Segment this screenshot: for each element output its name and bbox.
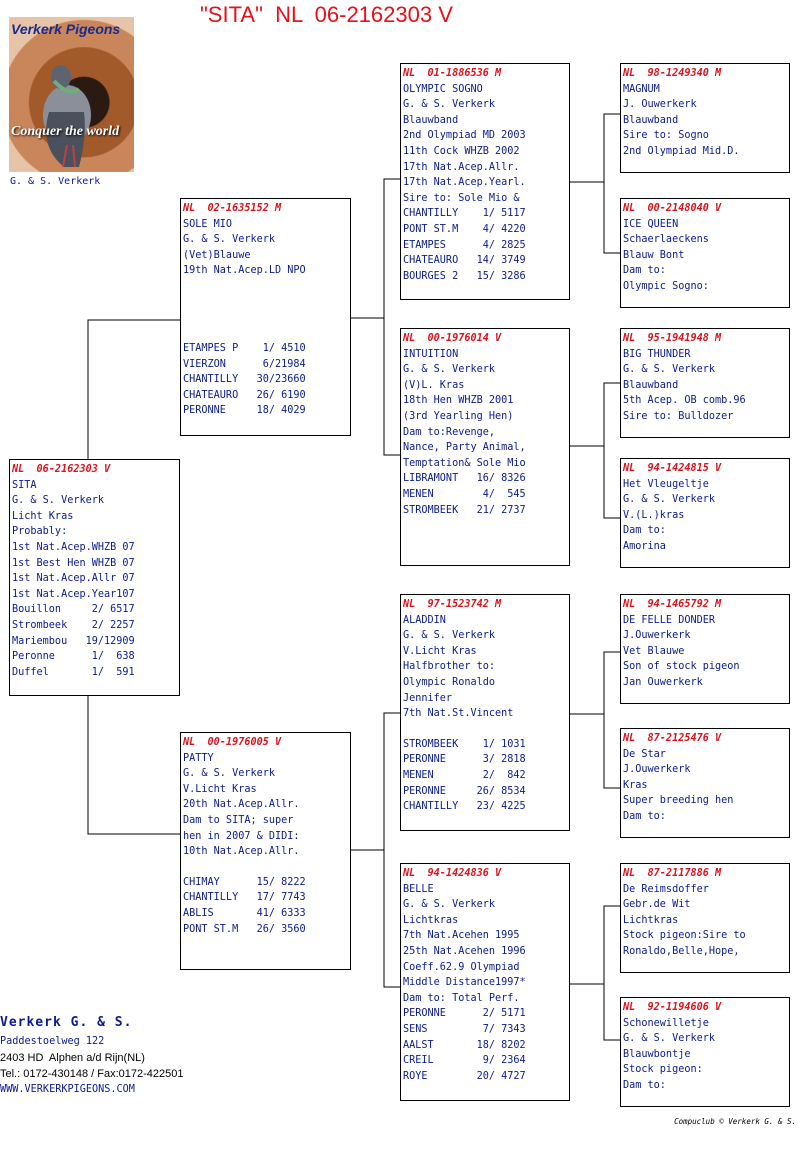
pedigree-line: Sire to: Sole Mio & bbox=[403, 192, 520, 204]
pedigree-line: ICE QUEEN bbox=[623, 218, 679, 230]
website-link[interactable]: WWW.VERKERKPIGEONS.COM bbox=[0, 1084, 135, 1095]
pedigree-line: INTUITION bbox=[403, 348, 459, 360]
pedigree-box-de-reimsdoffer bbox=[620, 863, 790, 973]
pedigree-line: SITA bbox=[12, 479, 37, 491]
pedigree-line: Amorina bbox=[623, 540, 666, 552]
pedigree-line: Dam to SITA; super bbox=[183, 814, 294, 826]
pedigree-line: G. & S. Verkerk bbox=[623, 364, 716, 376]
race-result: CHANTILLY 23/ 4225 bbox=[403, 801, 526, 813]
pedigree-box-patty bbox=[180, 732, 351, 970]
pedigree-box-magnum bbox=[620, 63, 790, 173]
pedigree-box-sole-mio bbox=[180, 198, 351, 436]
pedigree-box-olympic-sogno bbox=[400, 63, 570, 300]
race-result: CHATEAURO 26/ 6190 bbox=[183, 389, 306, 401]
pedigree-line: Son of stock pigeon bbox=[623, 661, 740, 673]
pedigree-box-aladdin bbox=[400, 594, 570, 831]
pedigree-line: ALADDIN bbox=[403, 614, 446, 626]
pedigree-line: Kras bbox=[623, 779, 648, 791]
pedigree-line: Middle Distance1997* bbox=[403, 977, 526, 989]
pedigree-line: G. & S. Verkerk bbox=[403, 364, 496, 376]
pedigree-line: CREIL 9/ 2364 bbox=[403, 1055, 526, 1067]
race-result: CHANTILLY 17/ 7743 bbox=[183, 892, 306, 904]
race-result: CHIMAY 15/ 8222 bbox=[183, 876, 306, 888]
pedigree-box-de-felle-donder bbox=[620, 594, 790, 704]
ring-number: NL 97-1523742 M bbox=[403, 599, 502, 610]
footer-credit: Compuclub © Verkerk G. & S. bbox=[674, 1117, 796, 1126]
pedigree-line: OLYMPIC SOGNO bbox=[403, 83, 483, 95]
pedigree-line: AALST 18/ 8202 bbox=[403, 1039, 526, 1051]
pedigree-line: J.Ouwerkerk bbox=[623, 630, 691, 642]
race-result: PERONNE 3/ 2818 bbox=[403, 754, 526, 766]
pedigree-line: MENEN 4/ 545 bbox=[403, 488, 526, 500]
spacer bbox=[183, 279, 350, 341]
race-result: PERONNE 18/ 4029 bbox=[183, 405, 306, 417]
race-result: ETAMPES P 1/ 4510 bbox=[183, 342, 306, 354]
pedigree-line: PONT ST.M 4/ 4220 bbox=[403, 223, 526, 235]
pedigree-line: Stock pigeon:Sire to bbox=[623, 930, 746, 942]
ring-number: NL 92-1194606 V bbox=[623, 1002, 722, 1013]
pedigree-line: LIBRAMONT 16/ 8326 bbox=[403, 473, 526, 485]
breeder-name: Verkerk G. & S. bbox=[0, 1015, 133, 1030]
spacer bbox=[403, 722, 569, 737]
pedigree-line: G. & S. Verkerk bbox=[403, 630, 496, 642]
pedigree-line: 1st Nat.Acep.Allr 07 bbox=[12, 573, 135, 585]
pedigree-line: 10th Nat.Acep.Allr. bbox=[183, 846, 300, 858]
logo-caption: G. & S. Verkerk bbox=[10, 176, 101, 187]
pedigree-line: STROMBEEK 21/ 2737 bbox=[403, 504, 526, 516]
race-result: STROMBEEK 1/ 1031 bbox=[403, 738, 526, 750]
pedigree-line: (Vet)Blauwe bbox=[183, 249, 251, 261]
pedigree-line: SENS 7/ 7343 bbox=[403, 1023, 526, 1035]
pedigree-line: 5th Acep. OB comb.96 bbox=[623, 395, 746, 407]
pedigree-line: Jennifer bbox=[403, 692, 453, 704]
pedigree-line: De Star bbox=[623, 748, 666, 760]
pedigree-line: 7th Nat.St.Vincent bbox=[403, 708, 514, 720]
pedigree-line: Lichtkras bbox=[623, 914, 679, 926]
pedigree-line: Gebr.de Wit bbox=[623, 899, 691, 911]
pedigree-line: Dam to: bbox=[623, 265, 666, 277]
logo-slogan: Conquer the world bbox=[11, 124, 120, 139]
ring-number: NL 00-1976014 V bbox=[403, 333, 502, 344]
pedigree-line: Sire to: Sogno bbox=[623, 130, 709, 142]
pedigree-line: Super breeding hen bbox=[623, 795, 734, 807]
pedigree-line: (V)L. Kras bbox=[403, 379, 465, 391]
pedigree-line: BOURGES 2 15/ 3286 bbox=[403, 270, 526, 282]
pedigree-box-ice-queen bbox=[620, 198, 790, 308]
logo-top-text: Verkerk Pigeons bbox=[11, 21, 121, 37]
address-phone: Tel.: 0172-430148 / Fax:0172-422501 bbox=[0, 1068, 184, 1080]
pedigree-line: Sire to: Bulldozer bbox=[623, 410, 734, 422]
pedigree-line: Olympic Sogno: bbox=[623, 280, 709, 292]
ring-number: NL 87-2125476 V bbox=[623, 733, 722, 744]
pedigree-line: 20th Nat.Acep.Allr. bbox=[183, 799, 300, 811]
pedigree-line: DE FELLE DONDER bbox=[623, 614, 716, 626]
pedigree-box-big-thunder bbox=[620, 328, 790, 438]
ring-number: NL 87-2117886 M bbox=[623, 868, 722, 879]
pedigree-line: 2nd Olympiad Mid.D. bbox=[623, 145, 740, 157]
pedigree-line: 18th Hen WHZB 2001 bbox=[403, 395, 514, 407]
pedigree-line: Dam to: bbox=[623, 810, 666, 822]
pedigree-line: ETAMPES 4/ 2825 bbox=[403, 239, 526, 251]
pedigree-line: G. & S. Verkerk bbox=[183, 234, 276, 246]
pedigree-box-belle bbox=[400, 863, 570, 1101]
pedigree-line: 1st Nat.Acep.WHZB 07 bbox=[12, 541, 135, 553]
pedigree-line: 11th Cock WHZB 2002 bbox=[403, 145, 520, 157]
pedigree-line: Licht Kras bbox=[12, 510, 74, 522]
ring-number: NL 00-1976005 V bbox=[183, 737, 282, 748]
pedigree-line: J. Ouwerkerk bbox=[623, 99, 697, 111]
ring-number: NL 94-1424836 V bbox=[403, 868, 502, 879]
pedigree-box-schonewilletje bbox=[620, 997, 790, 1107]
pedigree-line: V.Licht Kras bbox=[183, 783, 257, 795]
pedigree-line: J.Ouwerkerk bbox=[623, 764, 691, 776]
race-result: PONT ST.M 26/ 3560 bbox=[183, 923, 306, 935]
breeder-address bbox=[0, 1015, 183, 1098]
pedigree-line: Het Vleugeltje bbox=[623, 478, 709, 490]
pedigree-line: Stock pigeon: bbox=[623, 1064, 703, 1076]
ring-number: NL 98-1249340 M bbox=[623, 68, 722, 79]
pedigree-line: Dam to: bbox=[623, 1079, 666, 1091]
pedigree-line: G. & S. Verkerk bbox=[623, 494, 716, 506]
pedigree-line: Probably: bbox=[12, 526, 68, 538]
address-city: 2403 HD Alphen a/d Rijn(NL) bbox=[0, 1052, 145, 1064]
pedigree-line: Strombeek 2/ 2257 bbox=[12, 619, 135, 631]
pedigree-line: Dam to:Revenge, bbox=[403, 426, 496, 438]
pedigree-line: G. & S. Verkerk bbox=[623, 1033, 716, 1045]
pedigree-line: Blauwbontje bbox=[623, 1048, 691, 1060]
pedigree-line: Temptation& Sole Mio bbox=[403, 457, 526, 469]
pedigree-line: CHANTILLY 1/ 5117 bbox=[403, 208, 526, 220]
pedigree-line: Duffel 1/ 591 bbox=[12, 666, 135, 678]
pedigree-line: 17th Nat.Acep.Allr. bbox=[403, 161, 520, 173]
address-street: Paddestoelweg 122 bbox=[0, 1036, 105, 1047]
pedigree-line: PATTY bbox=[183, 752, 214, 764]
ring-number: NL 95-1941948 M bbox=[623, 333, 722, 344]
pedigree-line: Mariembou 19/12909 bbox=[12, 635, 135, 647]
pedigree-line: Olympic Ronaldo bbox=[403, 676, 496, 688]
pedigree-line: Blauwband bbox=[403, 114, 459, 126]
pedigree-line: G. & S. Verkerk bbox=[183, 768, 276, 780]
race-result: MENEN 2/ 842 bbox=[403, 769, 526, 781]
ring-number: NL 02-1635152 M bbox=[183, 203, 282, 214]
pedigree-line: Vet Blauwe bbox=[623, 645, 685, 657]
pedigree-line: 17th Nat.Acep.Yearl. bbox=[403, 177, 526, 189]
pedigree-box-het-vleugeltje bbox=[620, 458, 790, 568]
ring-number: NL 01-1886536 M bbox=[403, 68, 502, 79]
pedigree-line: Schonewilletje bbox=[623, 1017, 709, 1029]
ring-number: NL 94-1465792 M bbox=[623, 599, 722, 610]
pedigree-line: Dam to: bbox=[623, 525, 666, 537]
pedigree-line: hen in 2007 & DIDI: bbox=[183, 830, 300, 842]
pedigree-line: G. & S. Verkerk bbox=[403, 99, 496, 111]
pedigree-line: BELLE bbox=[403, 883, 434, 895]
pedigree-line: 7th Nat.Acehen 1995 bbox=[403, 930, 520, 942]
pedigree-line: Ronaldo,Belle,Hope, bbox=[623, 945, 740, 957]
pedigree-line: V.(L.)kras bbox=[623, 509, 685, 521]
race-result: CHANTILLY 30/23660 bbox=[183, 374, 306, 386]
pedigree-line: Peronne 1/ 638 bbox=[12, 651, 135, 663]
pedigree-line: 25th Nat.Acehen 1996 bbox=[403, 945, 526, 957]
pedigree-line: Dam to: Total Perf. bbox=[403, 992, 520, 1004]
pedigree-line: Bouillon 2/ 6517 bbox=[12, 604, 135, 616]
pedigree-line: G. & S. Verkerk bbox=[403, 899, 496, 911]
pedigree-line: Schaerlaeckens bbox=[623, 234, 709, 246]
pedigree-line: PERONNE 2/ 5171 bbox=[403, 1008, 526, 1020]
pedigree-line: (3rd Yearling Hen) bbox=[403, 410, 514, 422]
ring-number: NL 06-2162303 V bbox=[12, 464, 111, 475]
pedigree-line: MAGNUM bbox=[623, 83, 660, 95]
race-result: ABLIS 41/ 6333 bbox=[183, 907, 306, 919]
pedigree-line: 19th Nat.Acep.LD NPO bbox=[183, 265, 306, 277]
ring-number: NL 00-2148040 V bbox=[623, 203, 722, 214]
pedigree-line: 2nd Olympiad MD 2003 bbox=[403, 130, 526, 142]
pedigree-line: Lichtkras bbox=[403, 914, 459, 926]
pedigree-box-de-star bbox=[620, 728, 790, 838]
pedigree-line: Blauwband bbox=[623, 379, 679, 391]
pedigree-line: CHATEAURO 14/ 3749 bbox=[403, 255, 526, 267]
pedigree-line: Coeff.62.9 Olympiad bbox=[403, 961, 520, 973]
pedigree-line: Nance, Party Animal, bbox=[403, 442, 526, 454]
pedigree-line: De Reimsdoffer bbox=[623, 883, 709, 895]
race-result: VIERZON 6/21984 bbox=[183, 358, 306, 370]
pedigree-line: ROYE 20/ 4727 bbox=[403, 1070, 526, 1082]
page-title: "SITA" NL 06-2162303 V bbox=[200, 2, 453, 27]
pedigree-line: BIG THUNDER bbox=[623, 348, 691, 360]
ring-number: NL 94-1424815 V bbox=[623, 463, 722, 474]
pedigree-box-sita bbox=[9, 459, 180, 696]
pedigree-line: Jan Ouwerkerk bbox=[623, 676, 703, 688]
pedigree-line: Blauwband bbox=[623, 114, 679, 126]
pedigree-line: Halfbrother to: bbox=[403, 661, 496, 673]
pedigree-line: SOLE MIO bbox=[183, 218, 233, 230]
pedigree-box-intuition bbox=[400, 328, 570, 566]
pedigree-line: 1st Nat.Acep.Year107 bbox=[12, 588, 135, 600]
pedigree-line: G. & S. Verkerk bbox=[12, 495, 105, 507]
pedigree-line: V.Licht Kras bbox=[403, 645, 477, 657]
race-result: PERONNE 26/ 8534 bbox=[403, 785, 526, 797]
pedigree-line: 1st Best Hen WHZB 07 bbox=[12, 557, 135, 569]
pedigree-line: Blauw Bont bbox=[623, 249, 685, 261]
spacer bbox=[183, 860, 350, 875]
